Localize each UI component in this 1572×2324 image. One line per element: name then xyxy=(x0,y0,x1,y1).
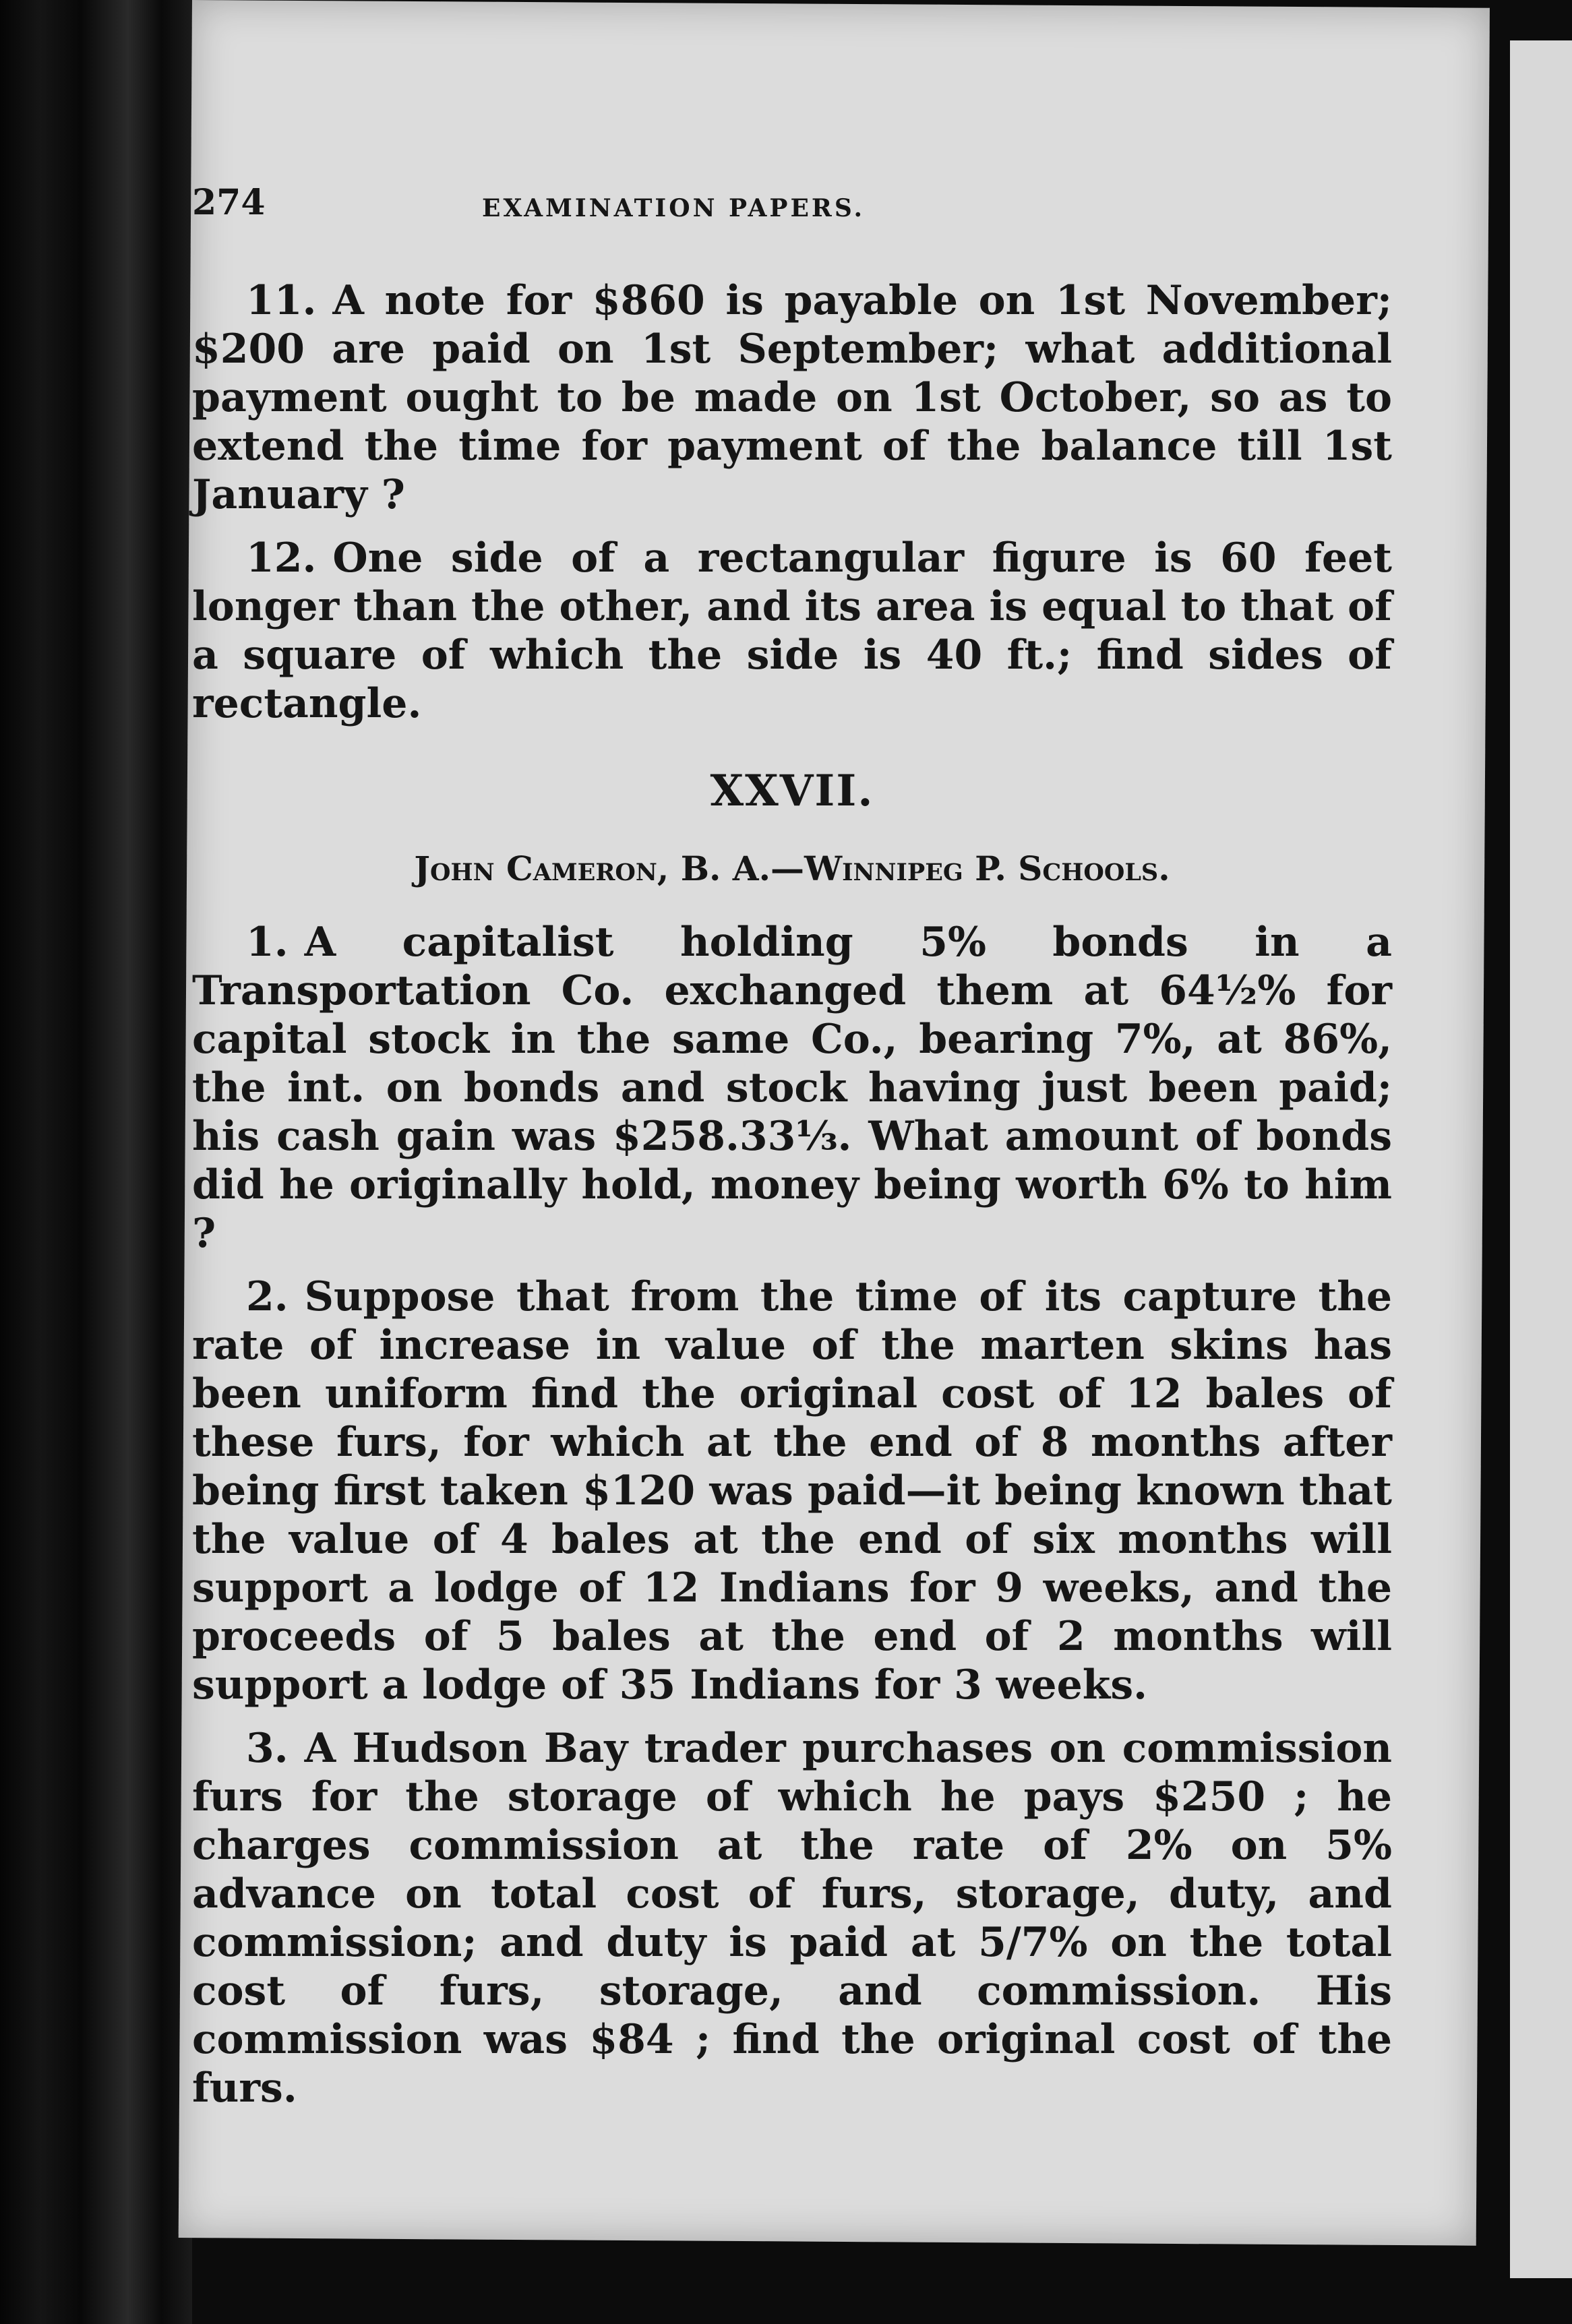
facing-page-edge xyxy=(1510,40,1572,2278)
section-heading: XXVII. xyxy=(710,766,874,816)
problem-number: 1. xyxy=(246,919,289,966)
problem-number: 12. xyxy=(246,534,317,582)
running-head xyxy=(192,182,1392,236)
problem-1 xyxy=(192,918,1392,1258)
problem-2 xyxy=(192,1273,1392,1709)
problem-number: 11. xyxy=(246,277,317,324)
problem-number: 3. xyxy=(246,1725,289,1772)
problem-text: Suppose that from the time of its capture the rate of increase in value of the marten skins has been uniform find the original cost of 12 bales of these furs, for which at the end of 8 months after being first taken $120 was paid—it being known that the value of 4 bales at the end of six months will support a lodge of 12 Indians for 9 weeks, and the proceeds of 5 bales at the end of 2 months will support a lodge of 35 Indians for 3 weeks. xyxy=(192,1273,1392,1709)
page-number: 274 xyxy=(192,182,266,223)
running-title: EXAMINATION PAPERS. xyxy=(482,194,866,222)
problem-text: A Hudson Bay trader purchases on commission furs for the storage of which he pays $250 ; he charges commission at the rate of 2% on 5% advance on total cost of furs, storage, duty, and commission; and duty is paid at 5/7% on the total cost of furs, storage, and commission. His commission was $84 ; find the original cost of the furs. xyxy=(192,1725,1392,2112)
problem-text: A note for $860 is payable on 1st November; $200 are paid on 1st September; what additional payment ought to be made on 1st October, so as to extend the time for payment of the balance till 1st January ? xyxy=(192,277,1392,518)
problem-number: 2. xyxy=(246,1273,289,1320)
problem-text: One side of a rectangular figure is 60 feet longer than the other, and its area is equal to that of a square of which the side is 40 ft.; find sides of rectangle. xyxy=(192,534,1392,727)
problem-12 xyxy=(192,534,1392,728)
problem-text: A capitalist holding 5% bonds in a Transportation Co. exchanged them at 64½% for capital stock in the same Co., bearing 7%, at 86%, the int. on bonds and stock having just been paid; his cash gain was $258.33⅓. What amount of bonds did he originally hold, money being worth 6% to him ? xyxy=(192,919,1392,1257)
examiner-line: John Cameron, B. A.—Winnipeg P. Schools. xyxy=(414,849,1170,888)
problem-11 xyxy=(192,276,1392,519)
page-content xyxy=(192,182,1392,2127)
book-spine xyxy=(0,0,192,2324)
problem-3 xyxy=(192,1724,1392,2112)
